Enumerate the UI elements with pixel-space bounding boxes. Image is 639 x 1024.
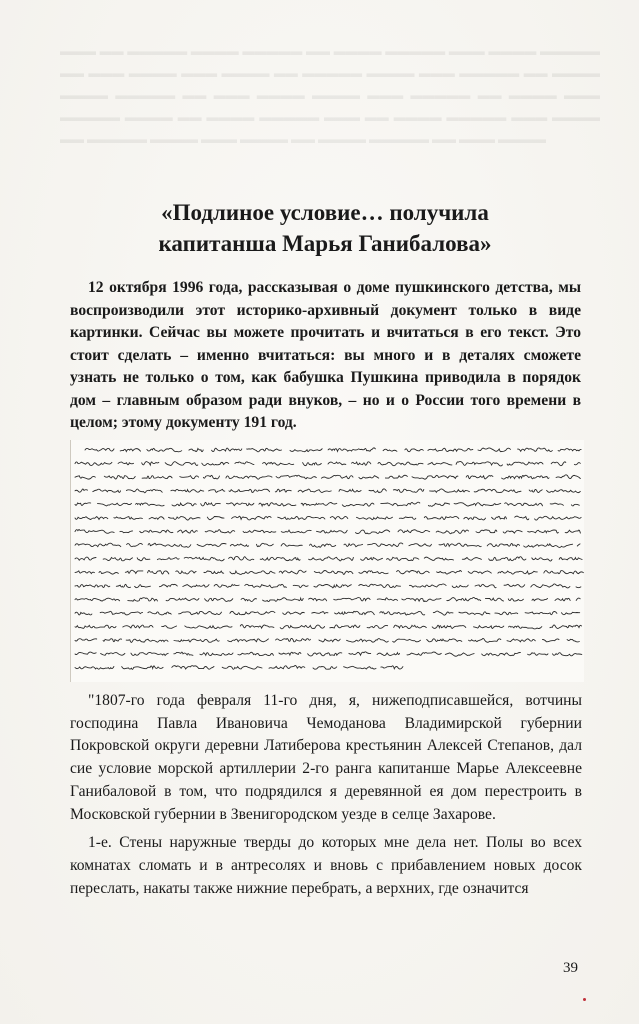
page-number: 39 bbox=[563, 960, 578, 976]
handwriting-line bbox=[75, 461, 584, 466]
document-transcript bbox=[70, 690, 582, 906]
handwriting-drawing bbox=[71, 440, 584, 682]
handwriting-line bbox=[75, 556, 584, 561]
intro-paragraph: 12 октября 1996 года, рассказывая о доме пушкинского детства, мы воспроизводили этот историко-архивный документ только в виде картинки. Сейчас вы можете прочитать и вчитаться в его текст. Это стоит сделать – именно вчитаться: вы много и в деталях сможете узнать не только о том, как бабушка Пушкина приводила в порядок дом – главным образом ради внуков, – но и о России того времени в целом; этому документу 191 год. bbox=[70, 279, 581, 431]
handwriting-line bbox=[85, 448, 584, 452]
handwriting-line bbox=[75, 652, 584, 657]
handwriting-line bbox=[75, 516, 584, 520]
article-title-line-1: «Подлиное условие… получила bbox=[161, 200, 489, 225]
article-title bbox=[95, 197, 555, 259]
handwriting-line bbox=[75, 475, 584, 479]
bleed-through-text: ▬▬▬ ▬▬ ▬▬▬▬▬ ▬▬▬▬ ▬▬▬▬▬ ▬▬ ▬▬▬▬ ▬▬▬▬▬ ▬▬▬ ▬▬▬▬ ▬▬▬▬▬ ▬▬ ▬▬▬ ▬▬▬▬ ▬▬▬ ▬▬▬▬ ▬▬ ▬▬▬▬▬ ▬▬▬▬ ▬▬▬ ▬▬▬▬▬ ▬▬ ▬▬▬▬ ▬▬▬▬ ▬▬▬▬▬ ▬▬ ▬▬▬ ▬▬▬▬ ▬▬▬▬ ▬▬▬ ▬▬▬▬▬ ▬▬ ▬▬▬▬ ▬▬▬ ▬▬▬▬▬ ▬▬▬▬ ▬▬ ▬▬▬▬ ▬▬▬▬▬ ▬▬▬ ▬▬ ▬▬▬▬ ▬▬▬▬▬ ▬▬▬ ▬▬▬▬ ▬▬ ▬▬▬▬▬ ▬▬▬▬ ▬▬▬ ▬▬▬▬ ▬▬ ▬▬▬▬ ▬▬▬▬▬ ▬▬ ▬▬▬ ▬▬▬▬ bbox=[60, 44, 600, 146]
handwriting-line bbox=[75, 597, 584, 601]
handwriting-line bbox=[75, 570, 584, 574]
article-title-line-2: капитанша Марья Ганибалова» bbox=[158, 231, 492, 256]
handwriting-line bbox=[75, 638, 584, 642]
handwriting-line bbox=[75, 502, 584, 506]
transcript-paragraph-2: 1-е. Стены наружные тверды до которых мне дела нет. Полы во всех комнатах сломать и в антресолях и вновь с прибавлением новых досок переслать, накаты также нижние перебрать, а верхних, где означится bbox=[70, 834, 582, 897]
transcript-paragraph-1: "1807-го года февраля 11-го дня, я, нижеподписавшейся, вотчины господина Павла Ивановича Чемоданова Владимирской губернии Покровской округи деревни Латиберова крестьянин Алексей Степанов, дал сие условие морской артиллерии 2-го ранга капитанше Марье Алексеевне Ганибаловой в том, что подрядился я деревянной ея дом перестроить в Московской губернии в Звенигородском уезде в селце Захарове. bbox=[70, 692, 582, 823]
handwriting-line bbox=[75, 489, 584, 493]
handwriting-line bbox=[75, 611, 584, 615]
ink-spot bbox=[583, 998, 586, 1001]
handwriting-line bbox=[75, 625, 584, 629]
manuscript-image bbox=[70, 440, 584, 682]
handwriting-line bbox=[75, 665, 407, 669]
handwriting-line bbox=[75, 530, 584, 534]
handwriting-line bbox=[75, 584, 584, 588]
handwriting-line bbox=[75, 543, 584, 547]
